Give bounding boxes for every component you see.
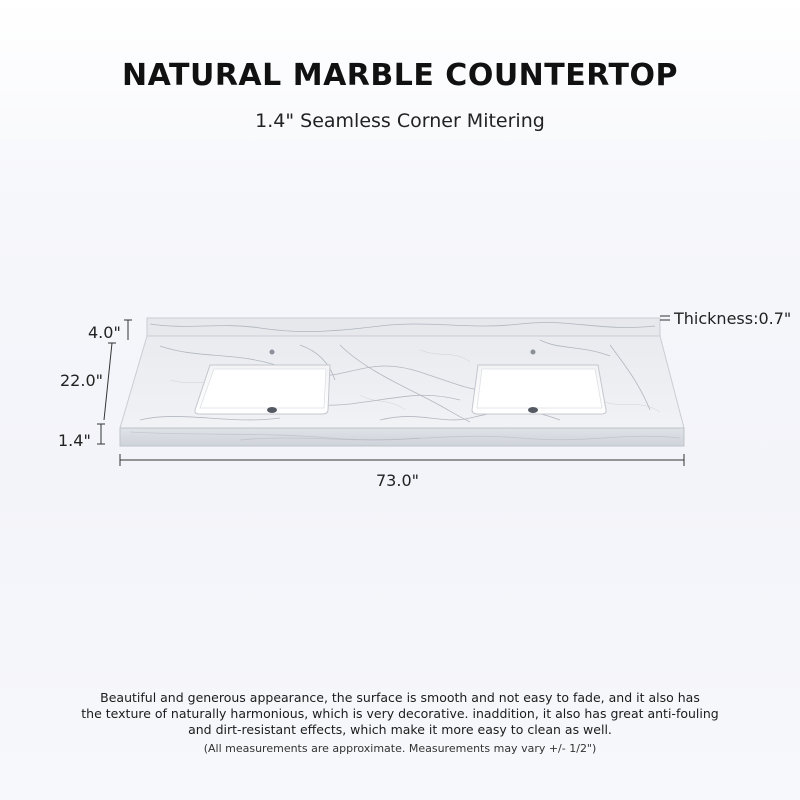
- backsplash: [147, 318, 660, 336]
- backsplash-height-label: 4.0": [88, 323, 121, 342]
- edge-thickness-label: 1.4": [58, 431, 91, 450]
- page-title: NATURAL MARBLE COUNTERTOP: [122, 58, 678, 93]
- countertop-edge: [120, 428, 684, 446]
- depth-label: 22.0": [60, 371, 103, 390]
- width-label: 73.0": [376, 471, 419, 490]
- description-line: the texture of naturally harmonious, which is very decorative. inaddition, it also has great anti-fouling: [81, 706, 719, 721]
- thickness-label: Thickness:0.7": [674, 309, 792, 328]
- description-line: and dirt-resistant effects, which make it more easy to clean as well.: [188, 722, 612, 737]
- product-description: [60, 690, 740, 738]
- page-subtitle: 1.4" Seamless Corner Mitering: [255, 110, 545, 132]
- description-line: Beautiful and generous appearance, the surface is smooth and not easy to fade, and it also has: [100, 690, 700, 705]
- measurement-note: (All measurements are approximate. Measurements may vary +/- 1/2"): [203, 742, 597, 755]
